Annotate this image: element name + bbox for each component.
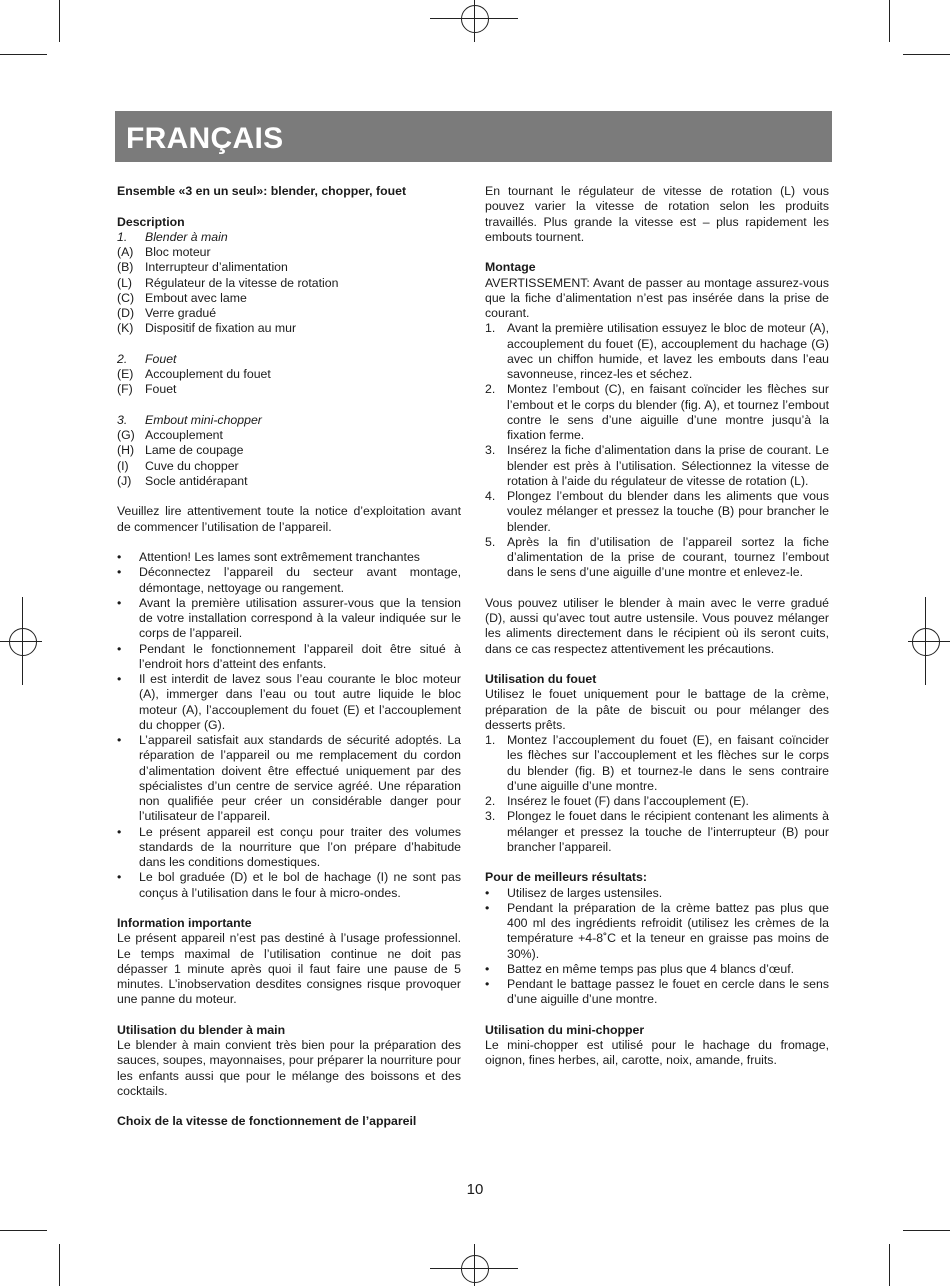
crop-mark [889, 0, 890, 42]
blender-heading: Utilisation du blender à main [117, 1022, 286, 1037]
parts-item: (B) Interrupteur d’alimentation [117, 260, 288, 275]
safety-bullet: • Avant la première utilisation assurer-vous que la tension de votre installation correspond à la valeur indiquée sur le corps de l’appareil. [117, 595, 461, 641]
left-column [117, 184, 461, 1130]
best-bullet: • Pendant le battage passez le fouet en cercle dans le sens d’une aiguille d’une montre. [485, 977, 829, 1007]
page-number: 10 [466, 1181, 484, 1198]
parts-item: (H) Lame de coupage [117, 443, 244, 458]
description-heading: Description [117, 214, 185, 229]
parts-item: (G) Accouplement [117, 428, 223, 442]
page-title: FRANÇAIS [126, 122, 284, 155]
crop-mark [59, 0, 60, 42]
crop-mark [903, 54, 950, 55]
montage-step: 5. Après la fin d’utilisation de l’appareil sortez la fiche d’alimentation de la prise de courant, tournez l’embout dans le sens d’une aiguille d’une montre et enlevez-le. [485, 534, 829, 580]
best-results-heading: Pour de meilleurs résultats: [485, 870, 647, 885]
safety-bullet: • Déconnectez l’appareil du secteur avant montage, démontage, nettoyage ou rangement. [117, 565, 461, 595]
montage-heading: Montage [485, 260, 536, 275]
crop-mark [903, 1230, 950, 1231]
crop-mark [0, 54, 47, 55]
parts-item: (I) Cuve du chopper [117, 458, 239, 473]
safety-bullet: • Le présent appareil est conçu pour traiter des volumes standards de la nourriture que l’on prépare d’habitude dans les conditions domestiques. [117, 824, 461, 869]
parts-item: (D) Verre gradué [117, 306, 217, 320]
parts-item: (E) Accouplement du fouet [117, 367, 271, 381]
best-bullet: • Battez en même temps pas plus que 4 blancs d’œuf. [485, 961, 795, 976]
parts-item: (J) Socle antidérapant [117, 473, 248, 488]
crop-mark [59, 1244, 60, 1286]
montage-step: 1. Avant la première utilisation essuyez le bloc de moteur (A), accouplement du fouet (E), accouplement du hachage (G) avec un chiffon humide, et lavez les embouts dans l’eau savonneuse, rincez-les et séchez. [485, 321, 829, 381]
montage-step: 2. Montez l’embout (C), en faisant coïncider les flèches sur l’embout et le corps du blender (fig. A), et tournez l’embout contre le sens d’une aiguille d’une montre jusqu’à la fixation ferme. [485, 382, 829, 442]
fouet-step: 2. Insérez le fouet (F) dans l’accouplement (E). [485, 794, 749, 808]
intro-paragraph: Veuillez lire attentivement toute la notice d’exploitation avant de commencer l’utilisation de l’appareil. [117, 504, 461, 534]
right-column [485, 184, 829, 1069]
title-banner [115, 111, 832, 162]
parts-item: (L) Régulateur de la vitesse de rotation [117, 275, 339, 290]
montage-step: 3. Insérez la fiche d’alimentation dans la prise de courant. Le blender est près à l’utilisation. Sélectionnez la vitesse de rotation à l’aide du régulateur de vitesse de rotation (L). [485, 443, 829, 488]
mini-chopper-heading: Utilisation du mini-chopper [485, 1022, 645, 1037]
verre-paragraph: Vous pouvez utiliser le blender à main avec le verre gradué (D), aussi qu’avec tout autre ustensile. Vous pouvez mélanger les aliments directement dans le récipient où ils seront cuits, dans ce cas respectez attentivement les précautions. [485, 595, 829, 656]
group-title: 3. Embout mini-chopper [117, 412, 262, 427]
parts-item: (C) Embout avec lame [117, 290, 247, 305]
montage-step: 4. Plongez l’embout du blender dans les aliments que vous voulez mélanger et pressez la touche (B) pour brancher le blender. [485, 489, 829, 534]
safety-bullet: • L’appareil satisfait aux standards de sécurité adoptés. La réparation de l’appareil ou me remplacement du cordon d’alimentation doivent être effectué uniquement par des spécialistes d’un centre de service agréé. Une réparation non qualifiée peur créer un considérable danger pour l’utilisateur de l’appareil. [117, 733, 461, 824]
safety-bullet: • Pendant le fonctionnement l’appareil doit être situé à l’endroit hors d’atteint des enfants. [117, 641, 461, 671]
speed-paragraph: En tournant le régulateur de vitesse de rotation (L) vous pouvez varier la vitesse de rotation selon les produits travaillés. Plus grande la vitesse est – plus rapidement les embouts tournent. [485, 184, 829, 244]
speed-heading: Choix de la vitesse de fonctionnement de l’appareil [117, 1114, 417, 1129]
montage-warning: AVERTISSEMENT: Avant de passer au montage assurez-vous que la fiche d’alimentation n’est pas insérée dans la prise de courant. [485, 275, 829, 320]
safety-bullet: • Le bol graduée (D) et le bol de hachage (I) ne sont pas conçus à l’utilisation dans le four à micro-ondes. [117, 870, 461, 900]
best-bullet: • Pendant la préparation de la crème battez pas plus que 400 ml des ingrédients refroidit (utilisez les crèmes de la température +4-8˚C et la teneur en graisse pas moins de 30%). [485, 900, 829, 961]
group-title: 1. Blender à main [117, 229, 228, 244]
fouet-step: 1. Montez l’accouplement du fouet (E), en faisant coïncider les flèches sur l’accouplement et les flèches sur le corps du blender (fig. B) et tournez-le dans le sens contraire d’une aiguille d’une montre. [485, 733, 829, 793]
parts-item: (F) Fouet [117, 382, 177, 397]
set-heading: Ensemble «3 en un seul»: blender, chopper, fouet [117, 184, 407, 198]
info-paragraph: Le présent appareil n’est pas destiné à l’usage professionnel. Le temps maximal de l’utilisation continue ne doit pas dépasser 1 minute après quoi il faut faire une pause de 5 minutes. L’inobservation desdites consignes risque provoquer une panne du moteur. [117, 931, 461, 1007]
safety-bullet: • Attention! Les lames sont extrêmement tranchantes [117, 550, 420, 564]
group-title: 2. Fouet [117, 351, 177, 366]
fouet-step: 3. Plongez le fouet dans le récipient contenant les aliments à mélanger et pressez la touche de l’interrupteur (B) pour brancher l’appareil. [485, 809, 829, 854]
blender-paragraph: Le blender à main convient très bien pour la préparation des sauces, soupes, mayonnaises, pour préparer la nourriture pour les enfants aussi que pour le mélange des boissons et des cocktails. [117, 1038, 461, 1098]
fouet-paragraph: Utilisez le fouet uniquement pour le battage de la crème, préparation de la pâte de biscuit ou pour mélanger des desserts prêts. [485, 687, 829, 732]
parts-item: (K) Dispositif de fixation au mur [117, 321, 297, 336]
safety-bullet: • Il est interdit de lavez sous l’eau courante le bloc moteur (A), immerger dans l’eau ou tout autre liquide le bloc moteur (A), l’accouplement du fouet (E) et l’accouplement du chopper (G). [117, 672, 461, 732]
crop-mark [889, 1244, 890, 1286]
crop-mark [0, 1230, 47, 1231]
best-bullet: • Utilisez de larges ustensiles. [485, 885, 663, 900]
parts-item: (A) Bloc moteur [117, 245, 211, 259]
fouet-heading: Utilisation du fouet [485, 672, 597, 686]
info-heading: Information importante [117, 916, 252, 930]
mini-chopper-paragraph: Le mini-chopper est utilisé pour le hachage du fromage, oignon, fines herbes, ail, carotte, noix, amande, fruits. [485, 1038, 829, 1068]
